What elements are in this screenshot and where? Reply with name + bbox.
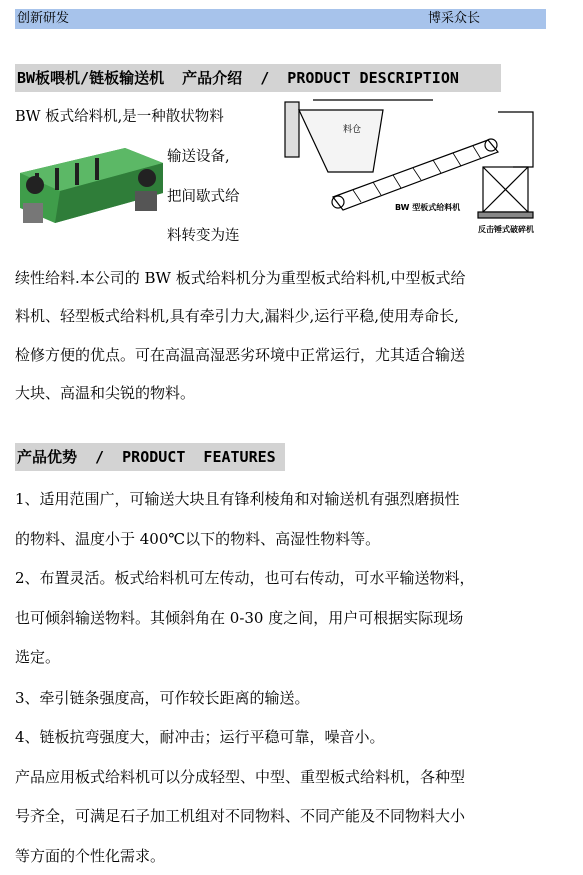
diagram-label-bin: 料仓 [343, 125, 362, 135]
para-line: 续性给料.本公司的 BW 板式给料机分为重型板式给料机,中型板式给 [15, 269, 466, 287]
intro-line-1: BW 板式给料机,是一种散状物料 [15, 109, 224, 125]
header-left-text: 创新研发 [17, 11, 70, 26]
feature-line: 产品应用板式给料机可以分成轻型、中型、重型板式给料机，各种型 [15, 768, 466, 786]
feature-line: 4、链板抗弯强度大，耐冲击；运行平稳可靠，噪音小。 [15, 728, 385, 746]
intro-line-4: 料转变为连 [167, 228, 240, 244]
feature-line: 的物料、温度小于 400℃以下的物料、高湿性物料等。 [15, 530, 381, 548]
feeder-machine-image [15, 133, 165, 233]
feature-line: 3、牵引链条强度高，可作较长距离的输送。 [15, 689, 310, 707]
intro-line-2: 输送设备, [167, 149, 230, 165]
diagram-label-crusher: 反击锤式破碎机 [478, 225, 534, 234]
para-line: 大块、高温和尖锐的物料。 [15, 384, 196, 402]
section-title-description: BW板喂机/链板输送机 产品介绍 / PRODUCT DESCRIPTION [15, 64, 501, 92]
header-right-text: 博采众长 [428, 11, 481, 26]
section-title-features: 产品优势 / PRODUCT FEATURES [15, 443, 285, 471]
feeder-diagram [273, 92, 545, 242]
intro-line-3: 把间歇式给 [167, 189, 240, 205]
header-bar [15, 9, 546, 29]
diagram-label-feeder: BW 型板式给料机 [395, 203, 461, 212]
feature-line: 号齐全，可满足石子加工机组对不同物料、不同产能及不同物料大小 [15, 807, 466, 825]
feature-line: 也可倾斜输送物料。其倾斜角在 0-30 度之间，用户可根据实际现场 [15, 609, 464, 627]
feature-line: 选定。 [15, 648, 61, 666]
feature-line: 等方面的个性化需求。 [15, 847, 166, 865]
para-line: 料机、轻型板式给料机,具有牵引力大,漏料少,运行平稳,使用寿命长, [15, 307, 459, 325]
para-line: 检修方便的优点。可在高温高湿恶劣环境中正常运行，尤其适合输送 [15, 346, 466, 364]
feature-line: 1、适用范围广，可输送大块且有锋利棱角和对输送机有强烈磨损性 [15, 490, 460, 508]
feature-line: 2、布置灵活。板式给料机可左传动，也可右传动，可水平输送物料， [15, 569, 475, 587]
